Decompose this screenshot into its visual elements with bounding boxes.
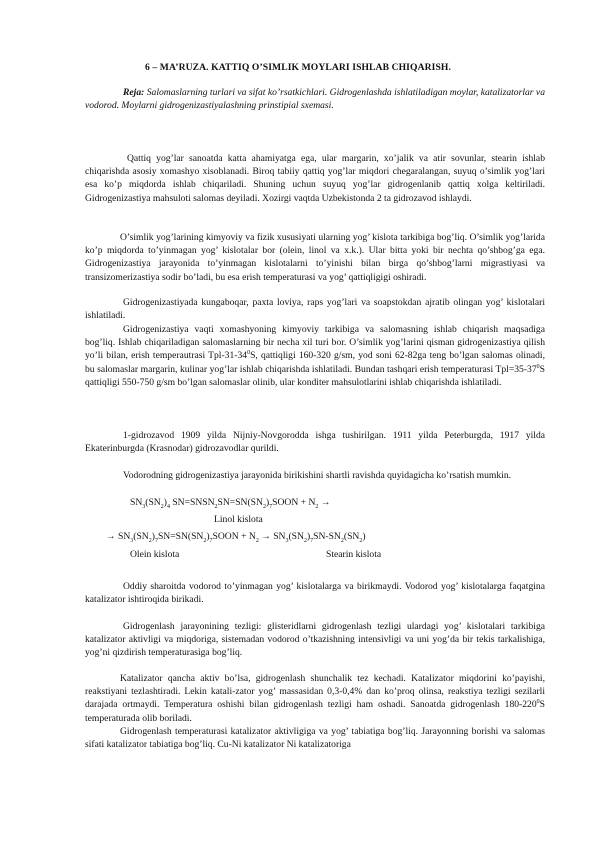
label-olein-acid: Olein kislota	[130, 549, 180, 560]
reaction-equation-2: → $SN_3(SN_2)_7SN=SN(SN_2)_7SOON + N_2 \to SN_3(SN_2)_7SN-SN_2(SN_2)$	[106, 531, 366, 544]
paragraph-2-text: O’simlik yog’larining kimyoviy va fizik xususiyati ularning yog’ kislota tarkibiga bog’liq. O’simlik yog’larida ko’p miqdorda to’yinmagan yog’ kislotalar bor (olein, linol va x.k.). Ular bitta yoki bir nechta qo’shbog’ga ega. Gidrogenizastiya jarayonida to’yinmagan kislotalarni to’yinishi bilan birga qo’shbog’larni migrastiyasi va transizomerizastiya sodir bo’ladi, bu esa erish temperaturasi va yog’ qattiqligigi oshiradi.	[85, 232, 545, 283]
paragraph-4-text-b: S, qattiqligi 160-320 g/sm, yod soni 62-82ga teng bo’lgan salomas olinadi, bu salomaslar margarin, kulinar yog’lar ishlab chiqarishda ishlatiladi. Bundan tashqari erish temperaturasi Tpl=35-37	[85, 350, 545, 375]
paragraph-10-text: Gidrogenlash temperaturasi katalizator aktivligiga va yog’ tabiatiga bog’liq. Jarayonning borishi va salomas sifati katalizator tabiatiga bog’liq. Cu-Ni katalizator Ni katalizatoriga	[85, 726, 545, 751]
paragraph-5-text: 1-gidrozavod 1909 yilda Nijniy-Novgorodda ishga tushirilgan. 1911 yilda Peterburgda, 1917 yilda Ekaterinburgda (Krasnodar) gidrozavodlar qurildi.	[85, 430, 545, 455]
label-linol-acid: Linol kislota	[214, 514, 263, 525]
paragraph-4-text-a: Gidrogenizastiya vaqti xomashyoning kimyoviy tarkibiga va salomasning ishlab chiqarish maqsadiga bog’liq. Ishlab chiqariladigan salomaslarning bir necha xil turi bor. O’simlik yog’larini qisman gidrogenizastiya qilish yo’li bilan, erish temperautrasi Tpl-31-34	[85, 324, 545, 362]
reaction-equation-1: $SN_3(SN_2)_4$ $SN=SNSN_2SN=SN(SN_2)_7SOON + N_2$ →	[130, 497, 331, 510]
arrow-right-icon: →	[318, 497, 331, 508]
paragraph-4	[85, 323, 545, 389]
degree-superscript: 0	[247, 350, 251, 357]
paragraph-2	[85, 231, 545, 284]
paragraph-9-text-b: S temperaturada olib boriladi.	[85, 699, 545, 724]
arrow-right-icon: → SN	[258, 531, 286, 542]
paragraph-1	[85, 152, 545, 205]
lecture-plan	[85, 86, 545, 112]
paragraph-6	[85, 469, 545, 482]
paragraph-5	[85, 429, 545, 455]
page-title: 6 – MA’RUZA. KATTIQ O’SIMLIK MOYLARI ISHLAB CHIQARISH.	[145, 62, 451, 73]
paragraph-8	[85, 620, 545, 660]
paragraph-1-text: Qattiq yog’lar sanoatda katta ahamiyatga ega, ular margarin, xo’jalik va atir sovunlar, stearin ishlab chiqarishda asosiy xomashyo xisoblanadi. Biroq tabiiy qattiq yog’lar miqdori chegaralangan, suyuq o’simlik yog’lari esa ko’p miqdorda ishlab chiqariladi. Shuning uchun suyuq yog’lar gidrogenlanib qattiq xolga keltiriladi. Gidrogenizastiya mahsuloti salomas deyiladi. Xozirgi vaqtda Uzbekistonda 2 ta gidrozavod ishlaydi.	[85, 153, 545, 204]
plan-label: Reja:	[123, 87, 145, 98]
label-stearin-acid: Stearin kislota	[326, 549, 382, 560]
paragraph-9-text: Katalizator qancha aktiv bo’lsa, gidrogenlash shunchalik tez kechadi. Katalizator miqdorini ko’payishi, reakstiyani tezlashtiradi. Lekin katali-zator yog’ massasidan 0,3-0,4% dan ko’proq olinsa, reakstiya tezligi sezilarli darajada ortmaydi. Temperatura oshishi bilan gidrogenlash tezligi ham oshadi. Sanoatda gidrogenlash 180-220	[85, 673, 545, 711]
paragraph-4-text-c: S qattiqligi 550-750 g/sm bo’lgan salomaslar olinib, ular konditer mahsulotlarini ishlab chiqarishda ishlatiladi.	[85, 363, 545, 388]
arrow-right-icon: → SN	[106, 531, 131, 542]
paragraph-7	[85, 580, 545, 606]
degree-superscript: 0	[536, 363, 540, 370]
paragraph-6-text: Vodorodning gidrogenizastiya jarayonida birikishini shartli ravishda quyidagicha ko’rsatish mumkin.	[123, 470, 512, 481]
plan-text: Salomaslarning turlari va sifat ko’rsatkichlari. Gidrogenlashda ishlatiladigan moylar, katalizatorlar va vodorod. Moylarni gidrogenizastiyalashning prinstipial sxemasi.	[85, 87, 545, 112]
degree-superscript: 0	[536, 699, 540, 706]
paragraph-3-text: Gidrogenizastiyada kungaboqar, paxta loviya, raps yog’lari va soapstokdan ajratib olingan yog’ kislotalari ishlatiladi.	[85, 297, 545, 322]
paragraph-8-text: Gidrogenlash jarayonining tezligi: glisteridlarni gidrogenlash tezligi ulardagi yog’ kislotalari tarkibiga katalizator aktivligi va miqdoriga, sistemadan vodorod o’tkazishning intensivligi va uni yog’da bir tekis tarkalishiga, yog’ni qizdirish temperaturasiga bog’liq.	[85, 621, 545, 659]
paragraph-7-text: Oddiy sharoitda vodorod to’yinmagan yog’ kislotalarga va birikmaydi. Vodorod yog’ kislotalarga faqatgina katalizator ishtiroqida birikadi.	[85, 581, 545, 606]
paragraph-3	[85, 296, 545, 322]
paragraph-10	[85, 725, 545, 751]
paragraph-9	[85, 672, 545, 725]
